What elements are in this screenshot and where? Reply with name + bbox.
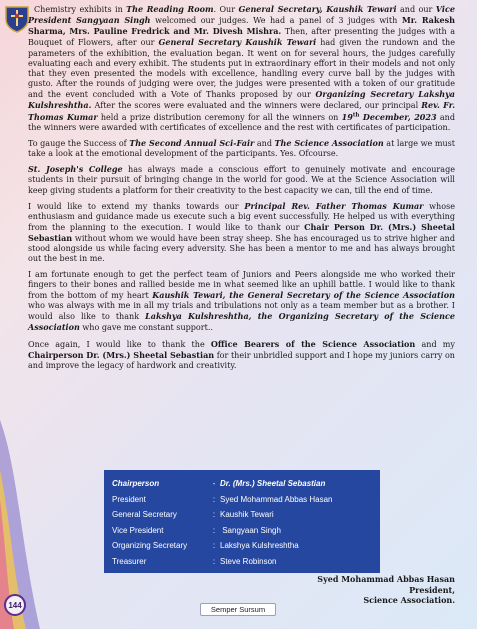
- emph: Principal Rev. Father Thomas Kumar: [244, 200, 424, 211]
- text: has always made a conscious effort to genuinely motivate and encourage students in their pursuit of bringing change in the world for good. We at the Science Association will keep giving students a platform for their creativity to the best capacity we can, till the end of time.: [28, 165, 455, 195]
- text: had given the rundown and the parameters of the exhibition, the evaluation began. It went on for several hours, the judges carefully evaluating each and every exhibit. The students put in extraordinary effort in their models and not only that they even presented the models with excellence, handling every curve ball by the judges with gusto. After the rounds of judging were over, the judges were presented with a token of our gratitude and the event concluded with a Vote of Thanks proposed by our: [28, 38, 456, 100]
- emph: Organizing Secretary Lakshya Kulshreshtha.: [28, 89, 455, 111]
- emph: The Reading Room: [126, 4, 214, 14]
- office-role: General Secretary: [112, 510, 177, 520]
- emph: The Science Association: [274, 137, 384, 148]
- emph: Vice President Sangyaan Singh: [28, 4, 455, 26]
- text: and: [254, 138, 275, 148]
- paragraph-prize-ceremony: [28, 4, 455, 133]
- page-number: 144: [4, 594, 26, 616]
- text: I would like to extend my thanks towards our: [28, 201, 245, 211]
- signature-org: Science Association.: [363, 595, 455, 605]
- text: welcomed our judges. We had a panel of 3 judges with: [150, 16, 402, 26]
- paragraph-thanks-principal: [28, 201, 455, 265]
- signature-name: Syed Mohammad Abbas Hasan: [317, 574, 455, 584]
- office-role: President: [112, 494, 146, 504]
- office-role: Vice President: [112, 525, 164, 535]
- paragraph-success: [28, 138, 455, 159]
- office-name: Kaushik Tewari: [220, 510, 274, 520]
- signature-title: President,: [409, 584, 455, 595]
- office-name: Lakshya Kulshreshtha: [220, 541, 299, 551]
- office-separator: :: [212, 510, 216, 520]
- text: who gave me constant support..: [79, 323, 213, 333]
- emph: Chair Person Dr. (Mrs.) Sheetal Sebastian: [28, 221, 455, 244]
- footer-motto: Semper Sursum: [200, 603, 276, 616]
- office-role: Organizing Secretary: [112, 541, 188, 551]
- text: and my: [415, 339, 455, 349]
- emph: Chairperson Dr. (Mrs.) Sheetal Sebastian: [28, 349, 215, 360]
- office-row: [112, 523, 372, 539]
- emph: General Secretary, Kaushik Tewari: [238, 4, 397, 14]
- office-name: Syed Mohammad Abbas Hasan: [220, 494, 333, 504]
- ordinal-suffix: th: [352, 111, 360, 118]
- emph: Rev. Fr. Thomas Kumar: [28, 100, 455, 122]
- emph: 19: [341, 111, 353, 122]
- emph: St. Joseph's College: [28, 164, 123, 175]
- text: at large we must take a look at the emotional development of the participants. Yes. Ofcourse.: [28, 138, 456, 159]
- paragraph-thanks-team: [28, 270, 455, 334]
- text: Then, after presenting the judges with a Bouquet of Flowers, after our: [28, 27, 455, 48]
- emph: Kaushik Tewari, the General Secretary of the Science Association: [152, 289, 455, 300]
- office-row: [112, 538, 372, 554]
- text: Chemistry exhibits in: [34, 5, 127, 14]
- text: whose enthusiasm and guidance made us execute such a big event successfully. He helped us with everything from the planning to the execution. I would like to thank our: [28, 201, 455, 232]
- emph: Mr. Rakesh Sharma, Mrs. Pauline Fredrick and Mr. Divesh Mishra.: [28, 15, 455, 37]
- text: After the scores were evaluated and the winners were declared, our principal: [91, 101, 422, 111]
- office-name: Steve Robinson: [220, 556, 277, 566]
- office-row: [112, 507, 372, 523]
- office-row: [112, 492, 372, 508]
- office-separator: :: [212, 541, 216, 551]
- text: for their unbridled support and I hope my juniors carry on and improve the legacy of hardwork and creativity.: [28, 350, 455, 370]
- office-name: Sangyaan Singh: [220, 525, 281, 535]
- text: To gauge the Success of: [28, 138, 130, 148]
- text: Once again, I would like to thank the: [28, 339, 211, 349]
- office-separator: :: [212, 494, 216, 504]
- paragraph-closing: [28, 339, 455, 371]
- text: held a prize distribution ceremony for all the winners on: [97, 112, 342, 122]
- paragraph-college: [28, 164, 455, 195]
- office-separator: -: [212, 479, 216, 489]
- office-row: [112, 554, 372, 570]
- office-separator: :: [212, 556, 216, 566]
- office-separator: :: [212, 525, 216, 535]
- office-name: Dr. (Mrs.) Sheetal Sebastian: [220, 479, 326, 489]
- office-role: Chairperson: [112, 479, 160, 489]
- emph: Lakshya Kulshreshtha, the Organizing Secretary of the Science Association: [28, 311, 455, 333]
- office-bearers-table: [104, 470, 380, 573]
- text: without whom we would have been stray sheep. She has encouraged us to strive higher and stood alongside us while facing every adversity. She has been a mentor to me and has always brought out the best in me.: [28, 234, 455, 264]
- signature-block: [317, 574, 455, 606]
- office-row: [112, 476, 372, 492]
- text: and our: [396, 5, 436, 14]
- text: I am fortunate enough to get the perfect team of Juniors and Peers alongside me who worked their fingers to their bones and rallied beside me in what seemed like an uphill battle. I would like to thank from the bottom of my heart: [28, 269, 455, 300]
- emph: Office Bearers of the Science Association: [210, 338, 416, 349]
- article-body: [28, 4, 455, 376]
- text: and the winners were awarded with certificates of excellence and the rest with certificates of participation.: [28, 112, 455, 132]
- emph: General Secretary Kaushik Tewari: [158, 37, 317, 48]
- office-role: Treasurer: [112, 556, 147, 566]
- emph: December, 2023: [359, 111, 437, 122]
- text: . Our: [213, 5, 239, 14]
- emph: The Second Annual Sci-Fair: [129, 137, 255, 148]
- text: who was always with me in all my trials and tribulations not only as a team member but as a brother. I would also like to thank: [28, 301, 455, 322]
